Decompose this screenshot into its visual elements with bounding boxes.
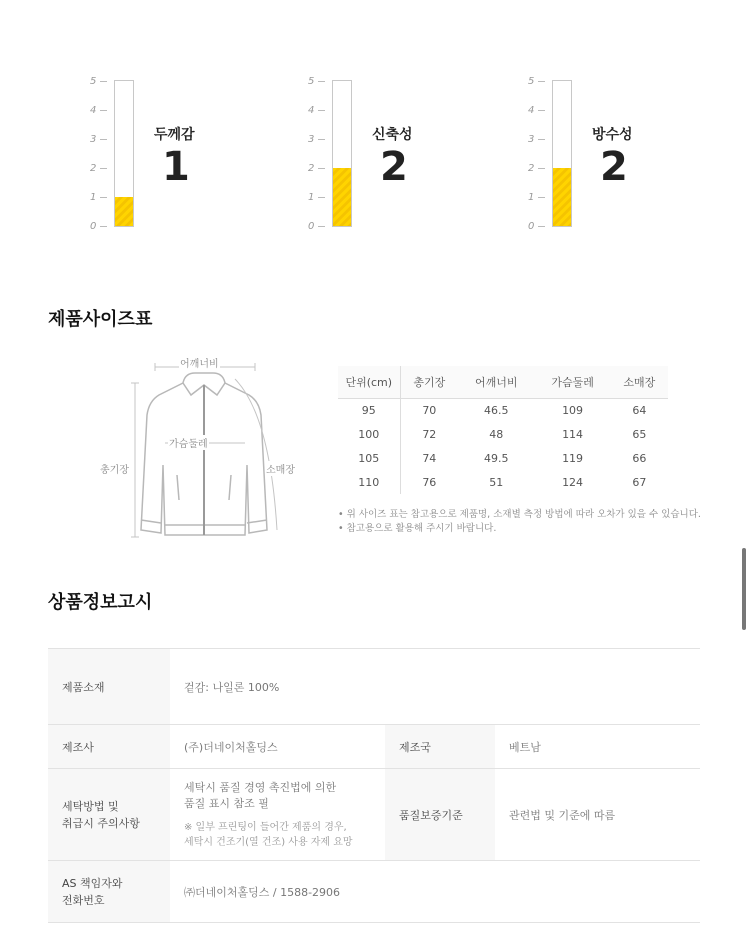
tick-label: 5	[528, 76, 535, 87]
tick-label: 5	[308, 76, 315, 87]
info-row-material	[48, 649, 700, 725]
care-warning: ※ 일부 프린팅이 들어간 제품의 경우,	[184, 821, 347, 833]
info-section-title: 상품정보고시	[48, 592, 153, 613]
info-key: 제품소재	[48, 649, 170, 725]
tick-label: 4	[528, 105, 535, 116]
size-table-header	[338, 366, 668, 398]
table-cell: 76	[422, 475, 437, 489]
column-header: 단위(cm)	[338, 366, 400, 398]
spec-gauges	[0, 72, 750, 242]
tick-label: 1	[528, 192, 535, 203]
size-table	[338, 366, 668, 494]
size-note: • 참고용으로 활용해 주시기 바랍니다.	[338, 523, 497, 534]
table-cell: 66	[632, 451, 647, 465]
gauge-label: 신축성	[372, 127, 413, 143]
gauge-fill	[333, 168, 351, 226]
tick-label: 5	[90, 76, 97, 87]
gauge-fill	[115, 197, 133, 226]
gauge-waterproof	[528, 72, 728, 242]
gauge-value: 2	[600, 144, 628, 190]
info-row-as	[48, 861, 700, 923]
size-note: • 위 사이즈 표는 참고용으로 제품명, 소재별 측정 방법에 따라 오차가 있을 수 있습니다.	[338, 509, 701, 520]
tick-label: 4	[308, 105, 315, 116]
gauge-label: 방수성	[592, 127, 633, 143]
table-cell: 48	[489, 427, 504, 441]
gauge-fill	[553, 168, 571, 226]
care-text: 품질 표시 참조 필	[184, 796, 269, 810]
info-value	[170, 769, 385, 861]
size-notes	[338, 508, 701, 536]
table-cell: 119	[562, 451, 584, 465]
gauge-thickness	[90, 72, 290, 242]
info-key: 품질보증기준	[385, 769, 495, 861]
info-key-line: 취급시 주의사항	[62, 816, 140, 830]
column-header: 가슴둘레	[534, 366, 610, 398]
size-cell: 95	[338, 398, 400, 422]
column-header: 총기장	[400, 366, 458, 398]
info-value: 겉감: 나일론 100%	[170, 649, 700, 725]
table-cell: 67	[632, 475, 647, 489]
diagram-label-chest: 가슴둘레	[168, 435, 209, 450]
info-key: 제조사	[48, 725, 170, 769]
scrollbar-thumb[interactable]	[742, 548, 746, 630]
size-cell: 110	[338, 470, 400, 494]
care-warning: 세탁시 건조기(열 건조) 사용 자제 요망	[184, 836, 353, 848]
care-text: 세탁시 품질 경영 촉진법에 의한	[184, 780, 337, 794]
tick-label: 1	[308, 192, 315, 203]
table-cell: 109	[562, 403, 584, 417]
column-header: 어깨너비	[458, 366, 534, 398]
tick-label: 3	[90, 134, 97, 145]
gauge-value: 2	[380, 144, 408, 190]
tick-label: 0	[528, 221, 535, 232]
info-key	[48, 861, 170, 923]
gauge-value: 1	[162, 144, 190, 190]
tick-label: 2	[90, 163, 97, 174]
info-key	[48, 769, 170, 861]
info-row-care	[48, 769, 700, 861]
table-row	[338, 422, 668, 446]
gauge-tube	[552, 80, 572, 227]
info-row-maker	[48, 725, 700, 769]
size-cell: 100	[338, 422, 400, 446]
table-cell: 124	[562, 475, 584, 489]
table-cell: 46.5	[484, 403, 509, 417]
table-cell: 70	[422, 403, 437, 417]
table-cell: 49.5	[484, 451, 509, 465]
info-value: ㈜더네이처홀딩스 / 1588-2906	[170, 861, 700, 923]
info-key-line: AS 책임자와	[62, 876, 123, 890]
table-row	[338, 398, 668, 422]
info-key: 제조국	[385, 725, 495, 769]
product-info-table	[48, 648, 700, 923]
info-value: (주)더네이처홀딩스	[170, 725, 385, 769]
info-key-line: 세탁방법 및	[62, 799, 119, 813]
table-cell: 65	[632, 427, 647, 441]
table-cell: 74	[422, 451, 437, 465]
tick-label: 1	[90, 192, 97, 203]
table-cell: 64	[632, 403, 647, 417]
tick-label: 4	[90, 105, 97, 116]
table-cell: 72	[422, 427, 437, 441]
jacket-diagram	[95, 355, 310, 545]
table-cell: 51	[489, 475, 504, 489]
tick-label: 3	[308, 134, 315, 145]
table-row	[338, 470, 668, 494]
table-cell: 114	[562, 427, 584, 441]
tick-label: 0	[90, 221, 97, 232]
tick-label: 2	[528, 163, 535, 174]
gauge-label: 두께감	[154, 127, 195, 143]
diagram-label-length: 총기장	[99, 461, 130, 476]
size-section-title: 제품사이즈표	[48, 309, 153, 330]
column-header: 소매장	[611, 366, 668, 398]
info-value: 관련법 및 기준에 따름	[495, 769, 700, 861]
info-key-line: 전화번호	[62, 893, 105, 907]
gauge-stretch	[308, 72, 508, 242]
tick-label: 0	[308, 221, 315, 232]
diagram-label-sleeve: 소매장	[265, 461, 296, 476]
tick-label: 3	[528, 134, 535, 145]
size-cell: 105	[338, 446, 400, 470]
table-row	[338, 446, 668, 470]
jacket-outline-icon	[95, 355, 310, 545]
info-value: 베트남	[495, 725, 700, 769]
diagram-label-shoulder: 어깨너비	[179, 355, 220, 370]
gauge-tube	[114, 80, 134, 227]
tick-label: 2	[308, 163, 315, 174]
gauge-tube	[332, 80, 352, 227]
